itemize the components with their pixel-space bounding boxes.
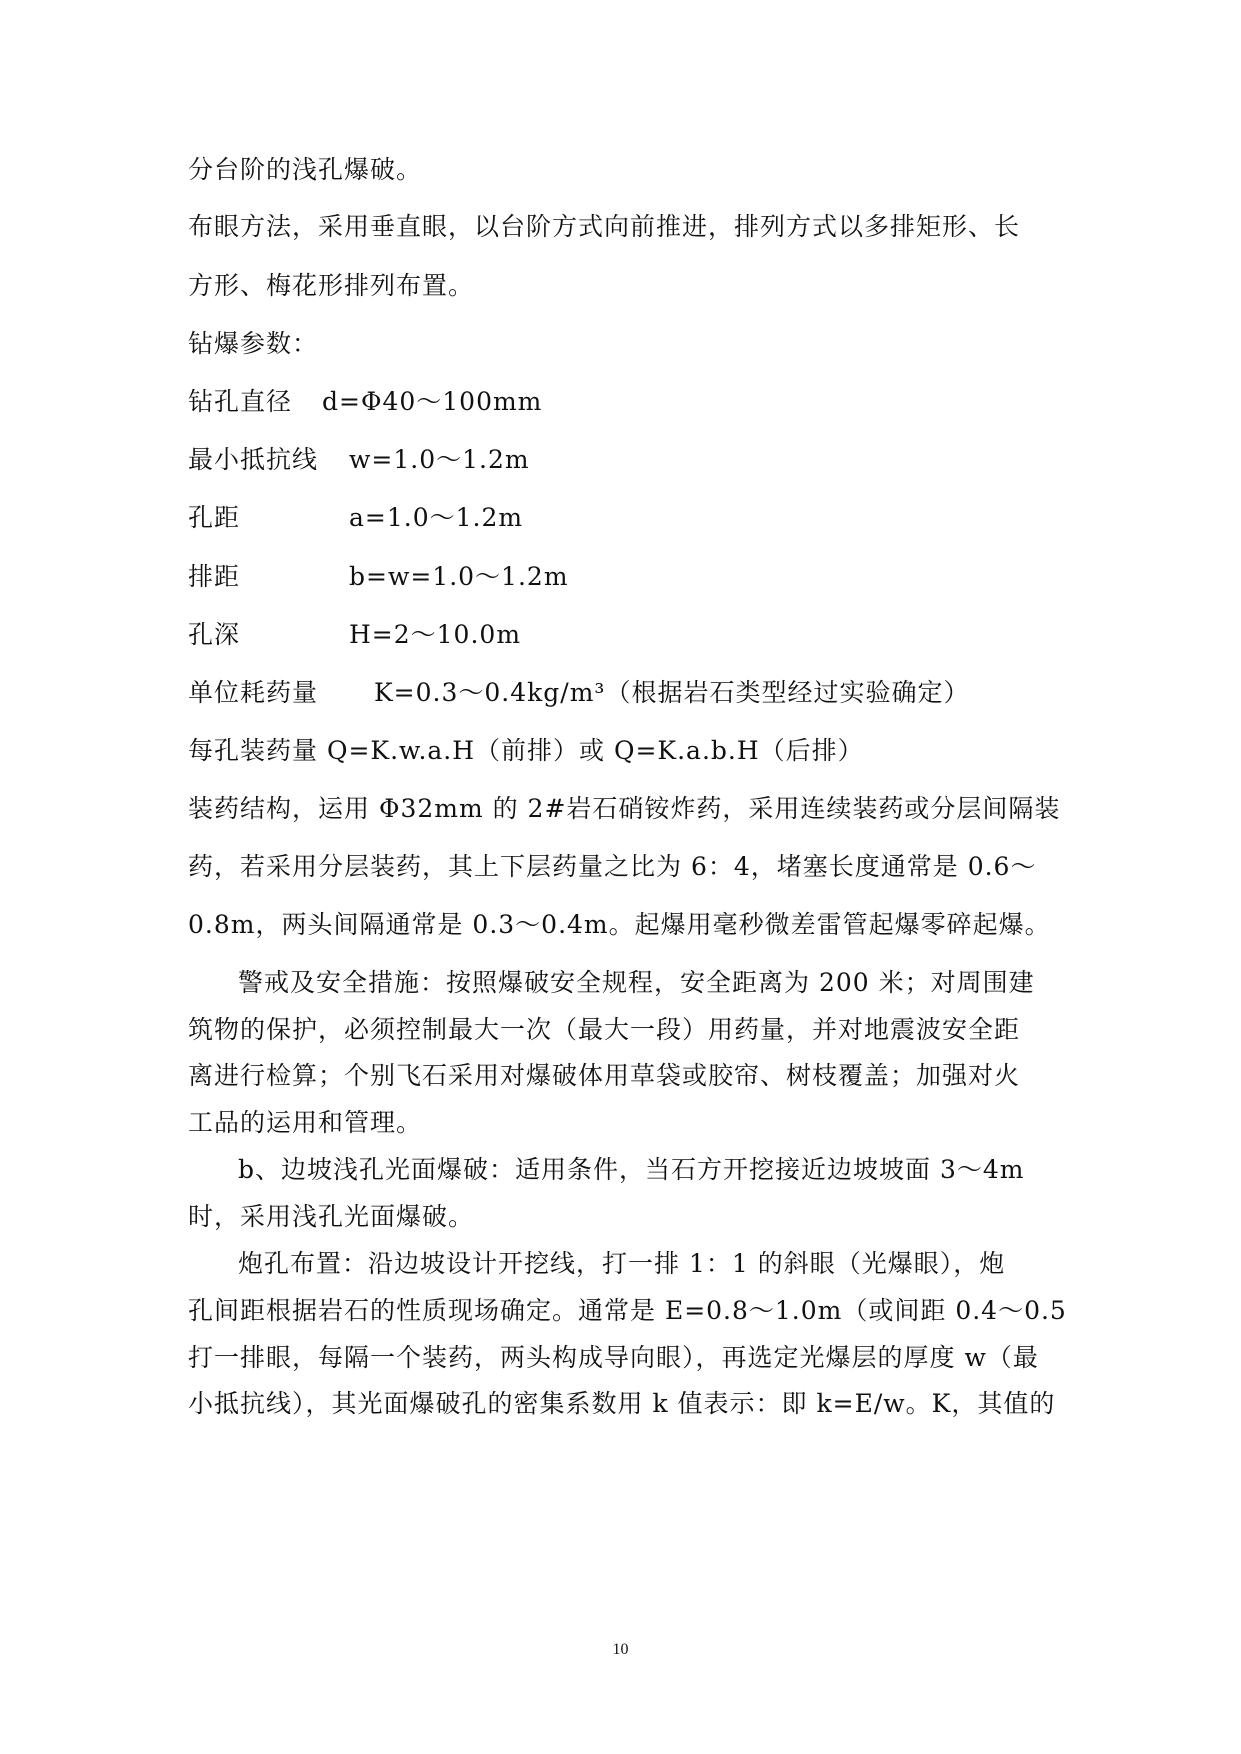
text-line: 装药结构，运用 Φ32mm 的 2#岩石硝铵炸药，采用连续装药或分层间隔装 [188,794,1061,823]
text-line: 工品的运用和管理。 [188,1108,423,1137]
param-value: a=1.0～1.2m [349,503,524,532]
param-row [188,382,543,418]
param-label: 钻孔直径 [188,387,293,416]
text-line: 警戒及安全措施：按照爆破安全规程，安全距离为 200 米；对周围建 [238,968,1035,997]
param-label: 最小抵抗线 [188,445,319,474]
param-label: 孔深 [188,620,241,649]
param-label: 孔距 [188,503,241,532]
text-line: 打一排眼，每隔一个装药，两头构成导向眼），再选定光爆层的厚度 w（最 [188,1343,1039,1372]
page-number: 10 [612,1641,629,1658]
text-line: 分台阶的浅孔爆破。 [188,155,423,184]
text-line: 时，采用浅孔光面爆破。 [188,1202,475,1231]
text-line: 0.8m，两头间隔通常是 0.3～0.4m。起爆用毫秒微差雷管起爆零碎起爆。 [188,910,1051,939]
param-value: K=0.3～0.4kg/m³（根据岩石类型经过实验确定） [374,678,970,707]
param-row [188,557,569,593]
param-label: 排距 [188,562,241,591]
param-row [188,440,530,476]
text-line: 方形、梅花形排列布置。 [188,271,475,300]
text-line: b、边坡浅孔光面爆破：适用条件，当石方开挖接近边坡坡面 3～4m [238,1155,1025,1184]
param-value: w=1.0～1.2m [349,445,530,474]
param-label: 单位耗药量 [188,678,319,707]
text-line: 布眼方法，采用垂直眼，以台阶方式向前推进，排列方式以多排矩形、长 [188,212,1021,241]
text-line: 离进行检算；个别飞石采用对爆破体用草袋或胶帘、树枝覆盖；加强对火 [188,1061,1021,1090]
text-line: 药，若采用分层装药，其上下层药量之比为 6：4，堵塞长度通常是 0.6～ [188,852,1037,881]
param-row [188,615,522,651]
param-row [188,673,970,709]
param-row [188,498,524,534]
text-line: 小抵抗线），其光面爆破孔的密集系数用 k 值表示：即 k=E/w。K，其值的 [188,1389,1056,1418]
text-line: 钻爆参数： [188,329,319,358]
text-line: 每孔装药量 Q=K.w.a.H（前排）或 Q=K.a.b.H（后排） [188,736,864,765]
param-value: b=w=1.0～1.2m [349,562,569,591]
text-line: 筑物的保护，必须控制最大一次（最大一段）用药量，并对地震波安全距 [188,1015,1021,1044]
param-value: d=Φ40～100mm [322,387,543,416]
param-value: H=2～10.0m [349,620,522,649]
text-line: 炮孔布置：沿边坡设计开挖线，打一排 1：1 的斜眼（光爆眼），炮 [238,1249,1006,1278]
text-line: 孔间距根据岩石的性质现场确定。通常是 E=0.8～1.0m（或间距 0.4～0.5 [188,1296,1067,1325]
